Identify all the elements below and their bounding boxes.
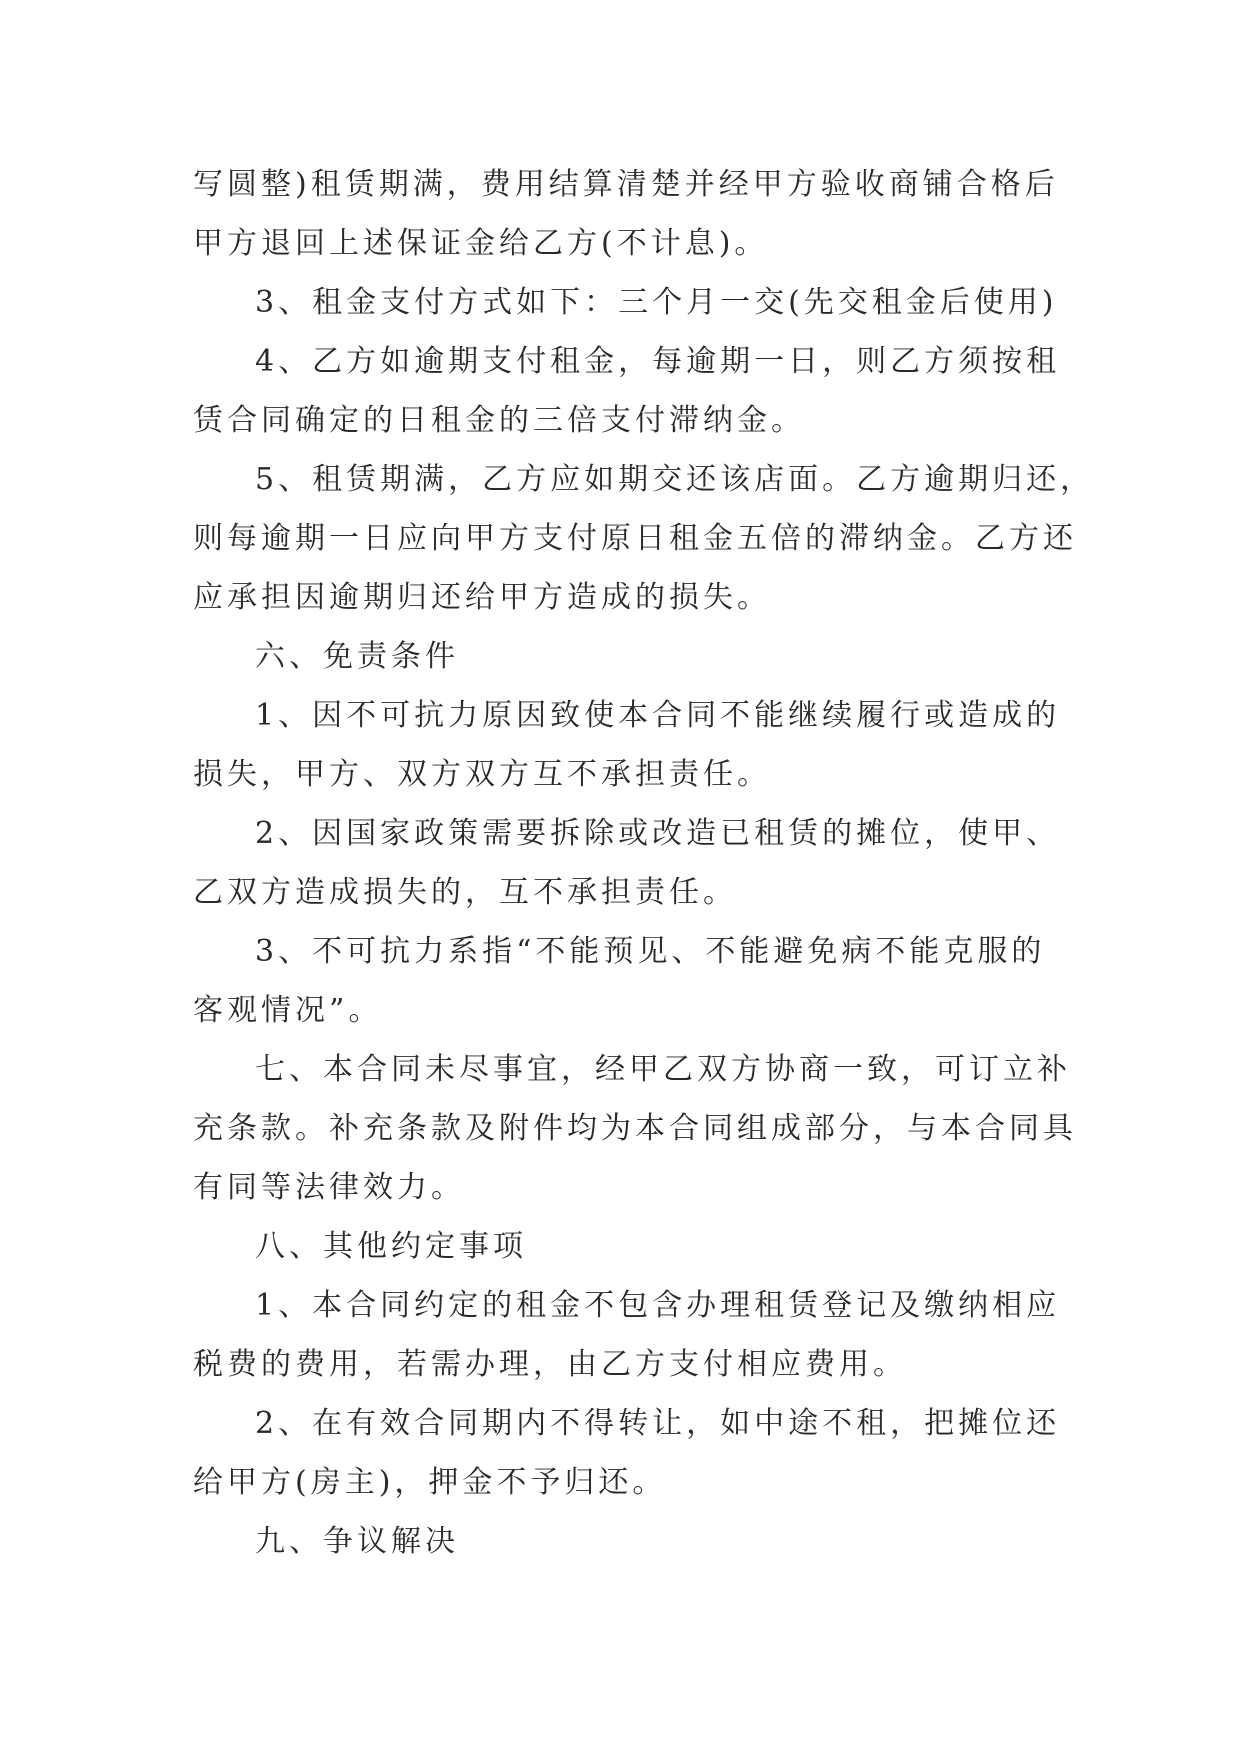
text-line: 乙双方造成损失的，互不承担责任。 bbox=[193, 875, 737, 910]
clause-6-1: 1、因不可抗力原因致使本合同不能继续履行或造成的 bbox=[255, 698, 1061, 733]
text-line: 税费的费用，若需办理，由乙方支付相应费用。 bbox=[193, 1347, 907, 1382]
text-line: 给甲方(房主)，押金不予归还。 bbox=[193, 1465, 667, 1500]
section-heading-6: 六、免责条件 bbox=[255, 639, 459, 674]
text-line: 应承担因逾期归还给甲方造成的损失。 bbox=[193, 580, 771, 615]
clause-4: 4、乙方如逾期支付租金，每逾期一日，则乙方须按租 bbox=[255, 344, 1061, 379]
section-heading-7: 七、本合同未尽事宜，经甲乙双方协商一致，可订立补 bbox=[255, 1052, 1071, 1087]
clause-6-3: 3、不可抗力系指“不能预见、不能避免病不能克服的 bbox=[255, 934, 1046, 969]
text-line: 有同等法律效力。 bbox=[193, 1170, 465, 1205]
text-line: 充条款。补充条款及附件均为本合同组成部分，与本合同具 bbox=[193, 1111, 1077, 1146]
text-line: 甲方退回上述保证金给乙方(不计息)。 bbox=[193, 226, 769, 261]
section-heading-8: 八、其他约定事项 bbox=[255, 1229, 527, 1264]
text-line: 客观情况”。 bbox=[193, 993, 383, 1028]
document-body bbox=[193, 155, 1095, 1571]
clause-5: 5、租赁期满，乙方应如期交还该店面。乙方逾期归还， bbox=[255, 462, 1095, 497]
clause-8-2: 2、在有效合同期内不得转让，如中途不租，把摊位还 bbox=[255, 1406, 1061, 1441]
clause-3: 3、租金支付方式如下：三个月一交(先交租金后使用) bbox=[255, 285, 1058, 320]
clause-8-1: 1、本合同约定的租金不包含办理租赁登记及缴纳相应 bbox=[255, 1288, 1061, 1323]
text-line: 写圆整)租赁期满，费用结算清楚并经甲方验收商铺合格后 bbox=[193, 167, 1059, 202]
text-line: 损失，甲方、双方双方互不承担责任。 bbox=[193, 757, 771, 792]
text-line: 赁合同确定的日租金的三倍支付滞纳金。 bbox=[193, 403, 805, 438]
clause-6-2: 2、因国家政策需要拆除或改造已租赁的摊位，使甲、 bbox=[255, 816, 1061, 851]
section-heading-9: 九、争议解决 bbox=[255, 1524, 459, 1559]
text-line: 则每逾期一日应向甲方支付原日租金五倍的滞纳金。乙方还 bbox=[193, 521, 1077, 556]
